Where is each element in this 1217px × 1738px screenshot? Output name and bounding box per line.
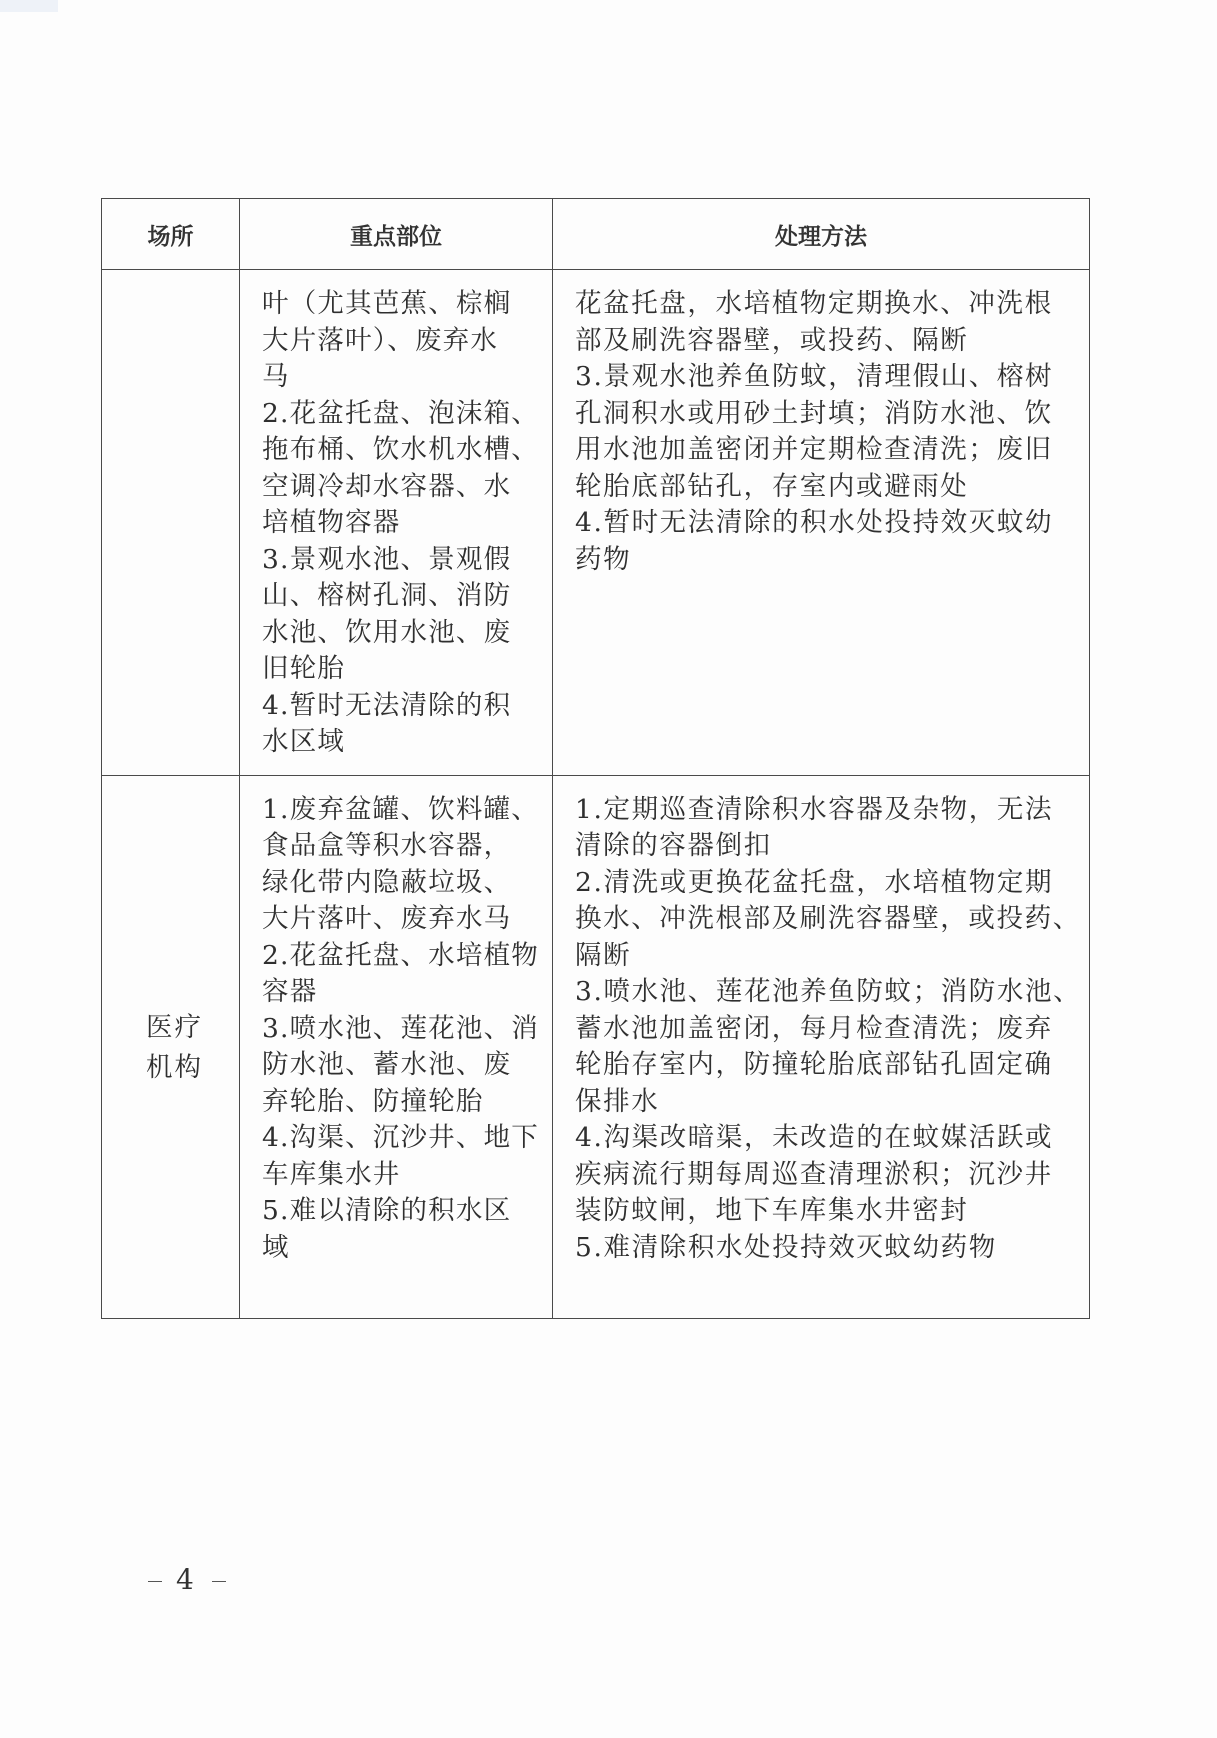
- key-area-cell: [240, 270, 553, 776]
- cell-line: 叶（尤其芭蕉、棕榈: [262, 288, 512, 319]
- cell-line: 水池、饮用水池、废: [262, 616, 512, 648]
- page-number-value: 4: [176, 1563, 198, 1596]
- method-lines: [553, 270, 1089, 592]
- method-cell: [553, 270, 1090, 776]
- cell-line: 3.喷水池、莲花池养鱼防蚊；消防水池、: [575, 976, 1082, 1007]
- cell-line: 1.废弃盆罐、饮料罐、: [262, 793, 539, 825]
- cell-line: 花盆托盘，水培植物定期换水、冲洗根: [575, 288, 1053, 319]
- header-method: 处理方法: [553, 199, 1090, 270]
- cell-line: 2.清洗或更换花盆托盘，水培植物定期: [575, 866, 1054, 898]
- vector-control-table: [101, 198, 1090, 1319]
- cell-line: 3.喷水池、莲花池、消: [262, 1012, 539, 1044]
- table-header-row: [102, 199, 1090, 270]
- cell-line: 容器: [262, 976, 318, 1007]
- cell-line: 换水、冲洗根部及刷洗容器壁，或投药、: [575, 903, 1081, 934]
- header-place: 场所: [102, 199, 240, 270]
- key-area-cell: [240, 775, 553, 1318]
- cell-line: 4.沟渠、沉沙井、地下: [262, 1122, 539, 1153]
- cell-line: 清除的容器倒扣: [575, 830, 772, 861]
- cell-line: 隔断: [575, 939, 632, 971]
- table-row: [102, 775, 1090, 1318]
- cell-line: 大片落叶、废弃水马: [262, 903, 512, 934]
- dash-left: [148, 1581, 162, 1583]
- page-number: [134, 1563, 240, 1596]
- cell-line: 马: [262, 361, 290, 392]
- cell-line: 疾病流行期每周巡查清理淤积；沉沙井: [575, 1158, 1053, 1190]
- cell-line: 医疗: [146, 1011, 203, 1043]
- cell-line: 域: [262, 1231, 290, 1263]
- cell-line: 3.景观水池养鱼防蚊，清理假山、榕树: [575, 361, 1054, 392]
- scan-artifact: [0, 0, 58, 12]
- cell-line: 部及刷洗容器壁，或投药、隔断: [575, 324, 969, 356]
- cell-line: 4.沟渠改暗渠，未改造的在蚊媒活跃或: [575, 1122, 1054, 1153]
- cell-line: 2.花盆托盘、泡沫箱、: [262, 397, 539, 429]
- table-row: [102, 270, 1090, 776]
- cell-line: 弃轮胎、防撞轮胎: [262, 1085, 484, 1117]
- cell-line: 用水池加盖密闭并定期检查清洗；废旧: [575, 434, 1053, 465]
- cell-line: 食品盒等积水容器，: [262, 830, 512, 861]
- cell-line: 拖布桶、饮水机水槽、: [262, 434, 539, 465]
- cell-line: 3.景观水池、景观假: [262, 543, 512, 575]
- cell-line: 培植物容器: [262, 507, 401, 538]
- cell-line: 孔洞积水或用砂土封填；消防水池、饮: [575, 397, 1053, 429]
- header-key-area: 重点部位: [240, 199, 553, 270]
- cell-line: 空调冷却水容器、水: [262, 470, 512, 502]
- place-cell: [102, 775, 240, 1318]
- cell-line: 大片落叶）、废弃水: [262, 324, 499, 356]
- cell-line: 保排水: [575, 1085, 660, 1117]
- cell-line: 轮胎存室内，防撞轮胎底部钻孔固定确: [575, 1049, 1053, 1080]
- place-lines: [102, 507, 239, 537]
- cell-line: 绿化带内隐蔽垃圾、: [262, 866, 512, 898]
- dash-right: [212, 1581, 226, 1583]
- cell-line: 蓄水池加盖密闭，每月检查清洗；废弃: [575, 1012, 1053, 1044]
- cell-line: 山、榕树孔洞、消防: [262, 580, 512, 611]
- cell-line: 轮胎底部钻孔，存室内或避雨处: [575, 470, 969, 502]
- cell-line: 5.难以清除的积水区: [262, 1195, 512, 1226]
- cell-line: 车库集水井: [262, 1158, 401, 1190]
- cell-line: 1.定期巡查清除积水容器及杂物，无法: [575, 793, 1054, 825]
- place-cell: [102, 270, 240, 776]
- method-cell: [553, 775, 1090, 1318]
- cell-line: 装防蚊闸，地下车库集水井密封: [575, 1195, 969, 1226]
- cell-line: 水区域: [262, 726, 346, 757]
- method-lines: [553, 776, 1089, 1281]
- cell-line: 机构: [146, 1051, 203, 1083]
- cell-line: 旧轮胎: [262, 653, 346, 684]
- cell-line: 4.暂时无法清除的积: [262, 689, 512, 721]
- place-lines: [102, 992, 239, 1102]
- cell-line: 4.暂时无法清除的积水处投持效灭蚊幼: [575, 507, 1054, 538]
- key-area-lines: [240, 270, 552, 775]
- cell-line: 药物: [575, 543, 632, 575]
- cell-line: 2.花盆托盘、水培植物: [262, 939, 539, 971]
- key-area-lines: [240, 776, 552, 1281]
- cell-line: 5.难清除积水处投持效灭蚊幼药物: [575, 1231, 997, 1263]
- cell-line: 防水池、蓄水池、废: [262, 1049, 512, 1080]
